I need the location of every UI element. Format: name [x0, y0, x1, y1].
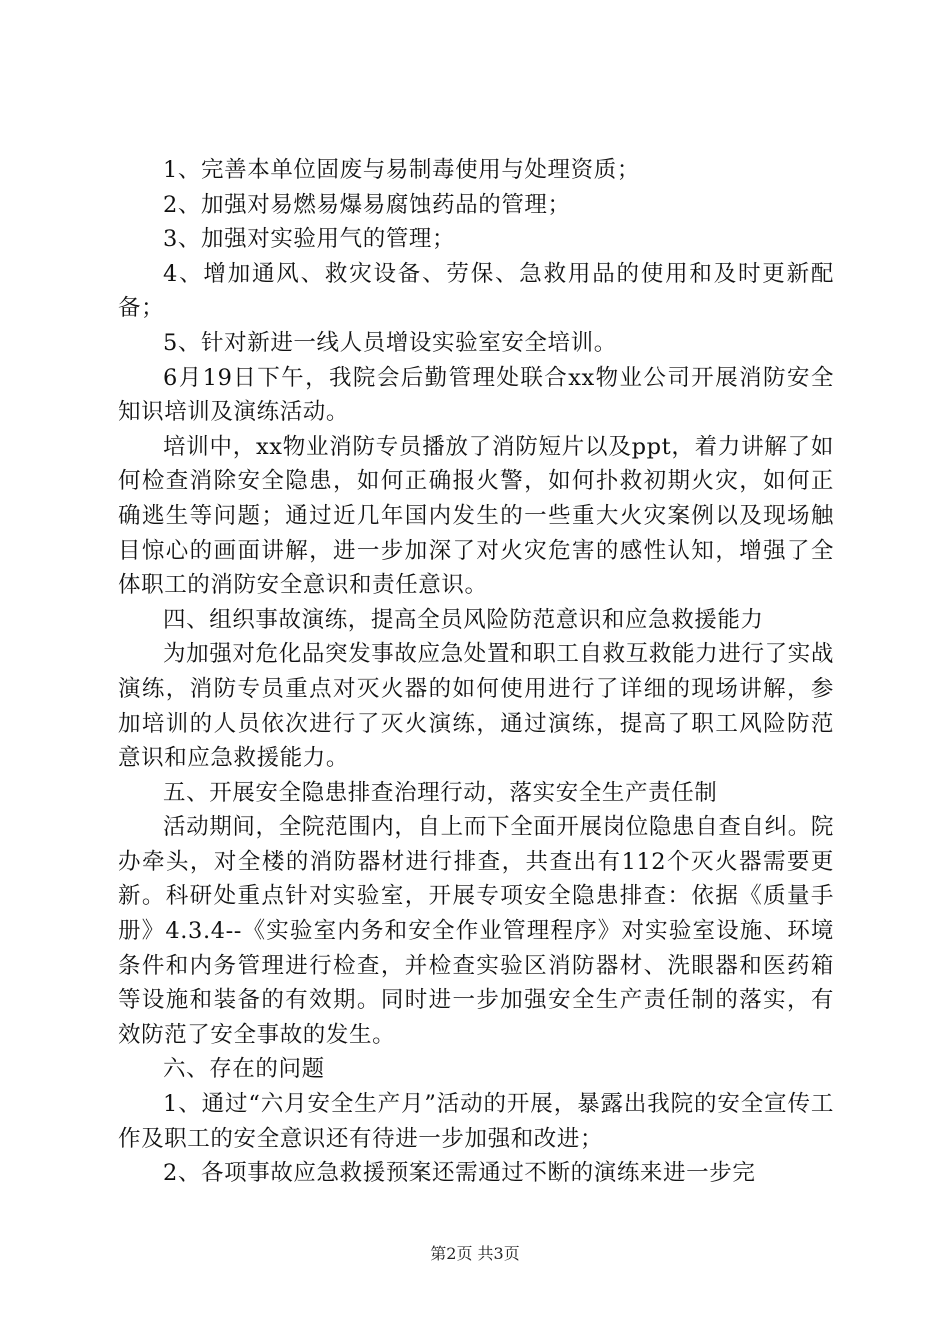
section-heading-6: 六、存在的问题 [163, 1056, 325, 1083]
paragraph-item-4: 4、增加通风、救灾设备、劳保、急救用品的使用和及时更新配备； [118, 260, 834, 322]
paragraph-inspection: 活动期间，全院范围内，自上而下全面开展岗位隐患自查自纠。院办牵头，对全楼的消防器材进行排查，共查出有112个灭火器需要更新。科研处重点针对实验室，开展专项安全隐患排查：依据《质量手册》4.3.4--《实验室内务和安全作业管理程序》对实验室设施、环境条件和内务管理进行检查，并检查实验区消防器材、洗眼器和医药箱等设施和装备的有效期。同时进一步加强安全生产责任制的落实，有效防范了安全事故的发生。 [118, 814, 834, 1048]
section-heading-5: 五、开展安全隐患排查治理行动，落实安全生产责任制 [163, 779, 718, 806]
document-body [118, 153, 834, 1191]
page-footer: 第2页 共3页 [430, 1244, 520, 1263]
paragraph-item-1: 1、完善本单位固废与易制毒使用与处理资质； [163, 157, 640, 183]
paragraph-fire-training-intro: 6月19日下午，我院会后勤管理处联合xx物业公司开展消防安全知识培训及演练活动。 [118, 364, 834, 426]
paragraph-item-2: 2、加强对易燃易爆易腐蚀药品的管理； [163, 191, 571, 218]
paragraph-drill: 为加强对危化品突发事故应急处置和职工自救互救能力进行了实战演练，消防专员重点对灭火器的如何使用进行了详细的现场讲解，参加培训的人员依次进行了灭火演练，通过演练，提高了职工风险防范意识和应急救援能力。 [118, 641, 834, 772]
paragraph-item-5: 5、针对新进一线人员增设实验室安全培训。 [163, 329, 617, 356]
paragraph-training-content: 培训中，xx物业消防专员播放了消防短片以及ppt，着力讲解了如何检查消除安全隐患，如何正确报火警，如何扑救初期火灾，如何正确逃生等问题；通过近几年国内发生的一些重大火灾案例以及现场触目惊心的画面讲解，进一步加深了对火灾危害的感性认知，增强了全体职工的消防安全意识和责任意识。 [118, 433, 834, 599]
section-heading-4: 四、组织事故演练，提高全员风险防范意识和应急救援能力 [163, 606, 764, 633]
paragraph-issue-1: 1、通过“六月安全生产月”活动的开展，暴露出我院的安全宣传工作及职工的安全意识还有待进一步加强和改进； [118, 1091, 834, 1152]
paragraph-issue-2: 2、各项事故应急救援预案还需通过不断的演练来进一步完 [163, 1160, 756, 1187]
paragraph-item-3: 3、加强对实验用气的管理； [163, 226, 456, 253]
